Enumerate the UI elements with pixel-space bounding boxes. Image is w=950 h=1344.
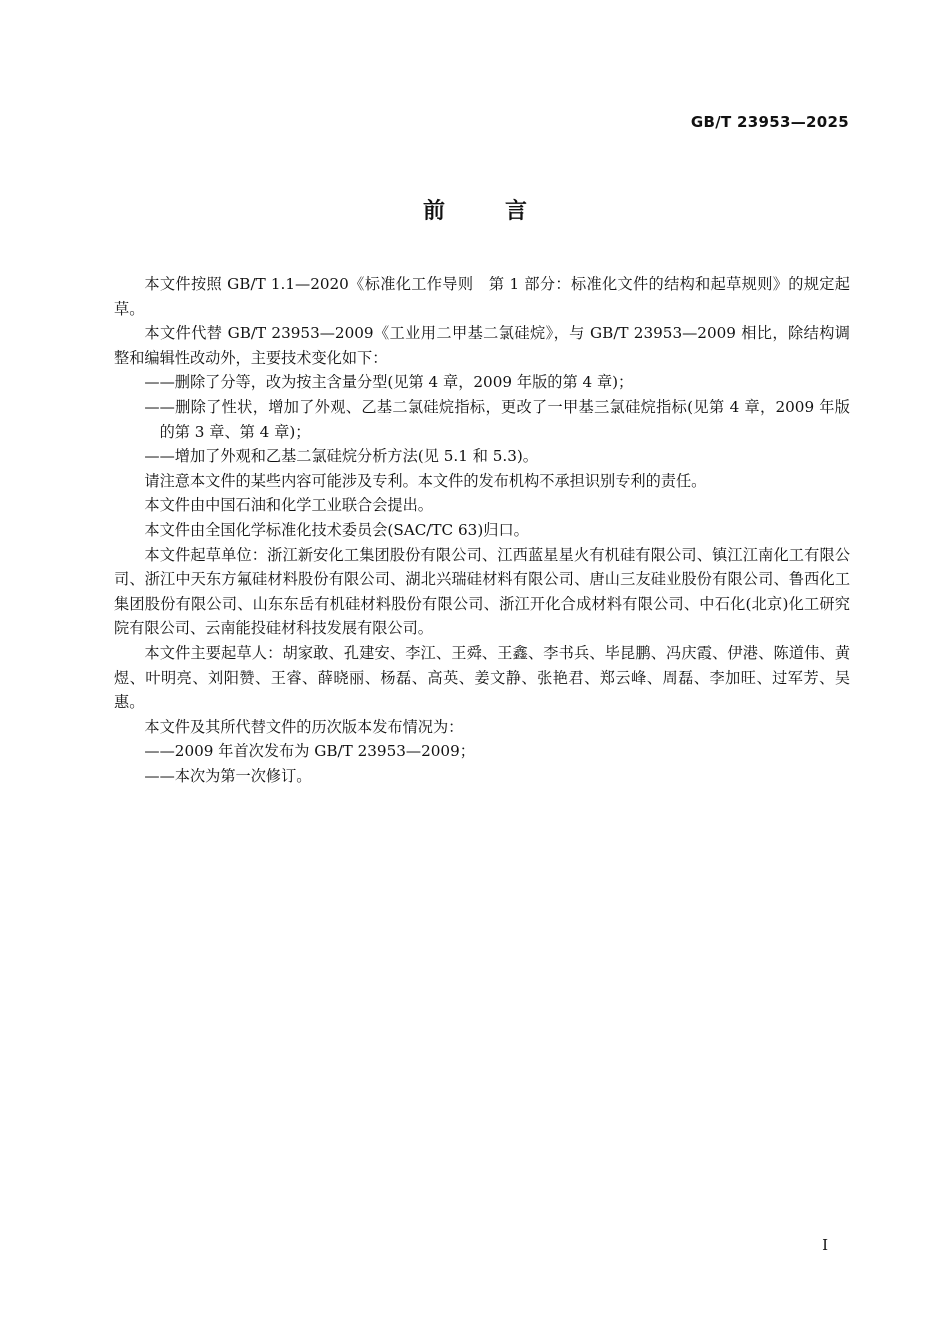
change-item: ——增加了外观和乙基二氯硅烷分析方法(见 5.1 和 5.3)。 xyxy=(144,447,538,466)
paragraph-drafting-units: 本文件起草单位：浙江新安化工集团股份有限公司、江西蓝星星火有机硅有限公司、镇江江南化工有限公司、浙江中天东方氟硅材料股份有限公司、湖北兴瑞硅材料有限公司、唐山三友硅业股份有限公司、鲁西化工集团股份有限公司、山东东岳有机硅材料股份有限公司、浙江开化合成材料有限公司、中石化(北京)化工研究院有限公司、云南能投硅材科技发展有限公司。 xyxy=(114,545,850,638)
version-item: ——本次为第一次修订。 xyxy=(144,766,312,785)
page-title xyxy=(0,194,950,225)
version-item: ——2009 年首次发布为 GB/T 23953—2009； xyxy=(144,742,475,761)
standard-code: GB/T 23953—2025 xyxy=(690,113,849,131)
paragraph-patent-notice: 请注意本文件的某些内容可能涉及专利。本文件的发布机构不承担识别专利的责任。 xyxy=(144,471,707,490)
paragraph-administered-by: 本文件由全国化学标准化技术委员会(SAC/TC 63)归口。 xyxy=(144,520,529,539)
foreword-body xyxy=(114,272,850,788)
title-char-1: 前 xyxy=(422,199,445,224)
page-number: I xyxy=(822,1236,828,1254)
title-char-2: 言 xyxy=(505,199,528,224)
paragraph-proposed-by: 本文件由中国石油和化学工业联合会提出。 xyxy=(144,496,433,515)
paragraph-replaces: 本文件代替 GB/T 23953—2009《工业用二甲基二氯硅烷》，与 GB/T 23953—2009 相比，除结构调整和编辑性改动外，主要技术变化如下： xyxy=(114,324,850,367)
change-item: ——删除了分等，改为按主含量分型(见第 4 章，2009 年版的第 4 章)； xyxy=(144,373,634,392)
change-item: ——删除了性状，增加了外观、乙基二氯硅烷指标，更改了一甲基三氯硅烷指标(见第 4 章，2009 年版的第 3 章、第 4 章)； xyxy=(144,397,850,441)
paragraph-version-history: 本文件及其所代替文件的历次版本发布情况为： xyxy=(144,717,464,736)
paragraph-drafters: 本文件主要起草人：胡家敢、孔建安、李江、王舜、王鑫、李书兵、毕昆鹏、冯庆霞、伊港、陈道伟、黄煜、叶明亮、刘阳赞、王睿、薛晓丽、杨磊、高英、姜文静、张艳君、郑云峰、周磊、李加旺、过军芳、吴惠。 xyxy=(114,643,850,712)
paragraph-drafting-rules: 本文件按照 GB/T 1.1—2020《标准化工作导则 第 1 部分：标准化文件的结构和起草规则》的规定起草。 xyxy=(114,275,850,318)
